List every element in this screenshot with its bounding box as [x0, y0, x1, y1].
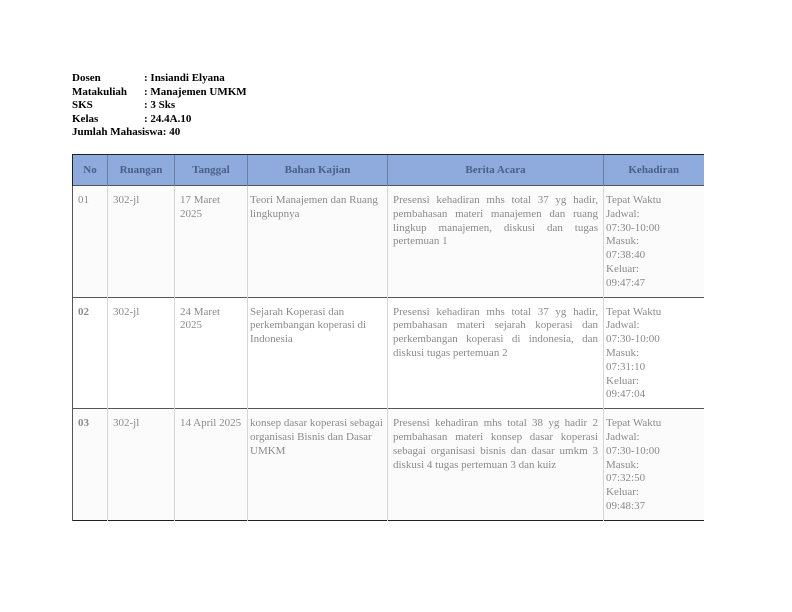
table-header-row [73, 155, 704, 186]
header-ruangan: Ruangan [108, 155, 175, 186]
attendance-table [72, 154, 704, 521]
kehadiran-status: Tepat Waktu [606, 305, 662, 318]
kehadiran-masuk-label: Masuk: [606, 235, 639, 248]
sks-label: SKS [72, 99, 93, 112]
kehadiran-masuk-value: 07:31:10 [606, 360, 646, 373]
cell-tanggal: 24 Maret 2025 [175, 297, 248, 409]
jumlah-label: Jumlah Mahasiswa [72, 126, 163, 139]
header-bahan-kajian: Bahan Kajian [248, 155, 388, 186]
kehadiran-status: Tepat Waktu [606, 417, 662, 430]
table-row [73, 297, 704, 409]
kehadiran-jadwal-label: Jadwal: [606, 319, 640, 332]
table-row [73, 186, 704, 298]
cell-kehadiran [604, 186, 704, 298]
kelas-row [72, 113, 247, 127]
sks-value: : 3 Sks [144, 99, 176, 112]
cell-ruangan: 302-jl [108, 409, 175, 521]
matakuliah-row [72, 86, 247, 100]
cell-no: 03 [73, 409, 108, 521]
kehadiran-keluar-value: 09:47:04 [606, 388, 646, 401]
dosen-value: : Insiandi Elyana [144, 72, 225, 84]
kehadiran-keluar-label: Keluar: [606, 486, 639, 499]
kehadiran-status: Tepat Waktu [606, 194, 662, 206]
cell-berita-acara: Presensi kehadiran mhs total 38 yg hadir 2 pembahasan materi konsep dasar koperasi sebagai organisasi bisnis dan dasar umkm 3 diskusi 4 tugas pertemuan 3 dan kuiz [388, 409, 604, 521]
kehadiran-masuk-label: Masuk: [606, 346, 639, 359]
kehadiran-jadwal-label: Jadwal: [606, 430, 640, 443]
cell-no: 01 [73, 186, 108, 298]
cell-kehadiran [604, 409, 704, 521]
cell-no: 02 [73, 297, 108, 409]
cell-tanggal: 14 April 2025 [175, 409, 248, 521]
header-tanggal: Tanggal [175, 155, 248, 186]
kehadiran-masuk-value: 07:32:50 [606, 472, 646, 485]
cell-tanggal: 17 Maret 2025 [175, 186, 248, 298]
header-no: No [73, 155, 108, 186]
kehadiran-jadwal-value: 07:30-10:00 [606, 221, 660, 234]
kelas-value: : 24.4A.10 [144, 112, 192, 125]
kehadiran-keluar-value: 09:48:37 [606, 499, 646, 512]
course-info [72, 72, 247, 140]
dosen-label: Dosen [72, 72, 101, 84]
cell-ruangan: 302-jl [108, 186, 175, 298]
jumlah-value: : 40 [162, 126, 181, 139]
kelas-label: Kelas [72, 112, 99, 125]
jumlah-row [72, 126, 247, 140]
table-row [73, 409, 704, 521]
cell-berita-acara: Presensi kehadiran mhs total 37 yg hadir, pembahasan materi sejarah koperasi dan perkembangan koperasi di indonesia, dan diskusi tugas pertemuan 2 [388, 297, 604, 409]
kehadiran-keluar-label: Keluar: [606, 262, 639, 275]
cell-ruangan: 302-jl [108, 297, 175, 409]
cell-berita-acara: Presensi kehadiran mhs total 37 yg hadir, pembahasan materi manajemen dan ruang lingkup manajemen, diskusi dan tugas pertemuan 1 [388, 186, 604, 298]
sks-row [72, 99, 247, 113]
cell-bahan-kajian: konsep dasar koperasi sebagai organisasi Bisnis dan Dasar UMKM [248, 409, 388, 521]
cell-bahan-kajian: Teori Manajemen dan Ruang lingkupnya [248, 186, 388, 298]
matakuliah-value: : Manajemen UMKM [144, 85, 247, 98]
kehadiran-jadwal-value: 07:30-10:00 [606, 333, 660, 346]
kehadiran-keluar-label: Keluar: [606, 374, 639, 387]
kehadiran-jadwal-value: 07:30-10:00 [606, 444, 660, 457]
kehadiran-jadwal-label: Jadwal: [606, 207, 640, 220]
dosen-row [72, 72, 247, 86]
header-berita-acara: Berita Acara [388, 155, 604, 186]
matakuliah-label: Matakuliah [72, 85, 128, 98]
header-kehadiran: Kehadiran [604, 155, 704, 186]
kehadiran-masuk-value: 07:38:40 [606, 249, 646, 262]
kehadiran-keluar-value: 09:47:47 [606, 276, 646, 289]
kehadiran-masuk-label: Masuk: [606, 458, 639, 471]
cell-kehadiran [604, 297, 704, 409]
cell-bahan-kajian: Sejarah Koperasi dan perkembangan koperasi di Indonesia [248, 297, 388, 409]
